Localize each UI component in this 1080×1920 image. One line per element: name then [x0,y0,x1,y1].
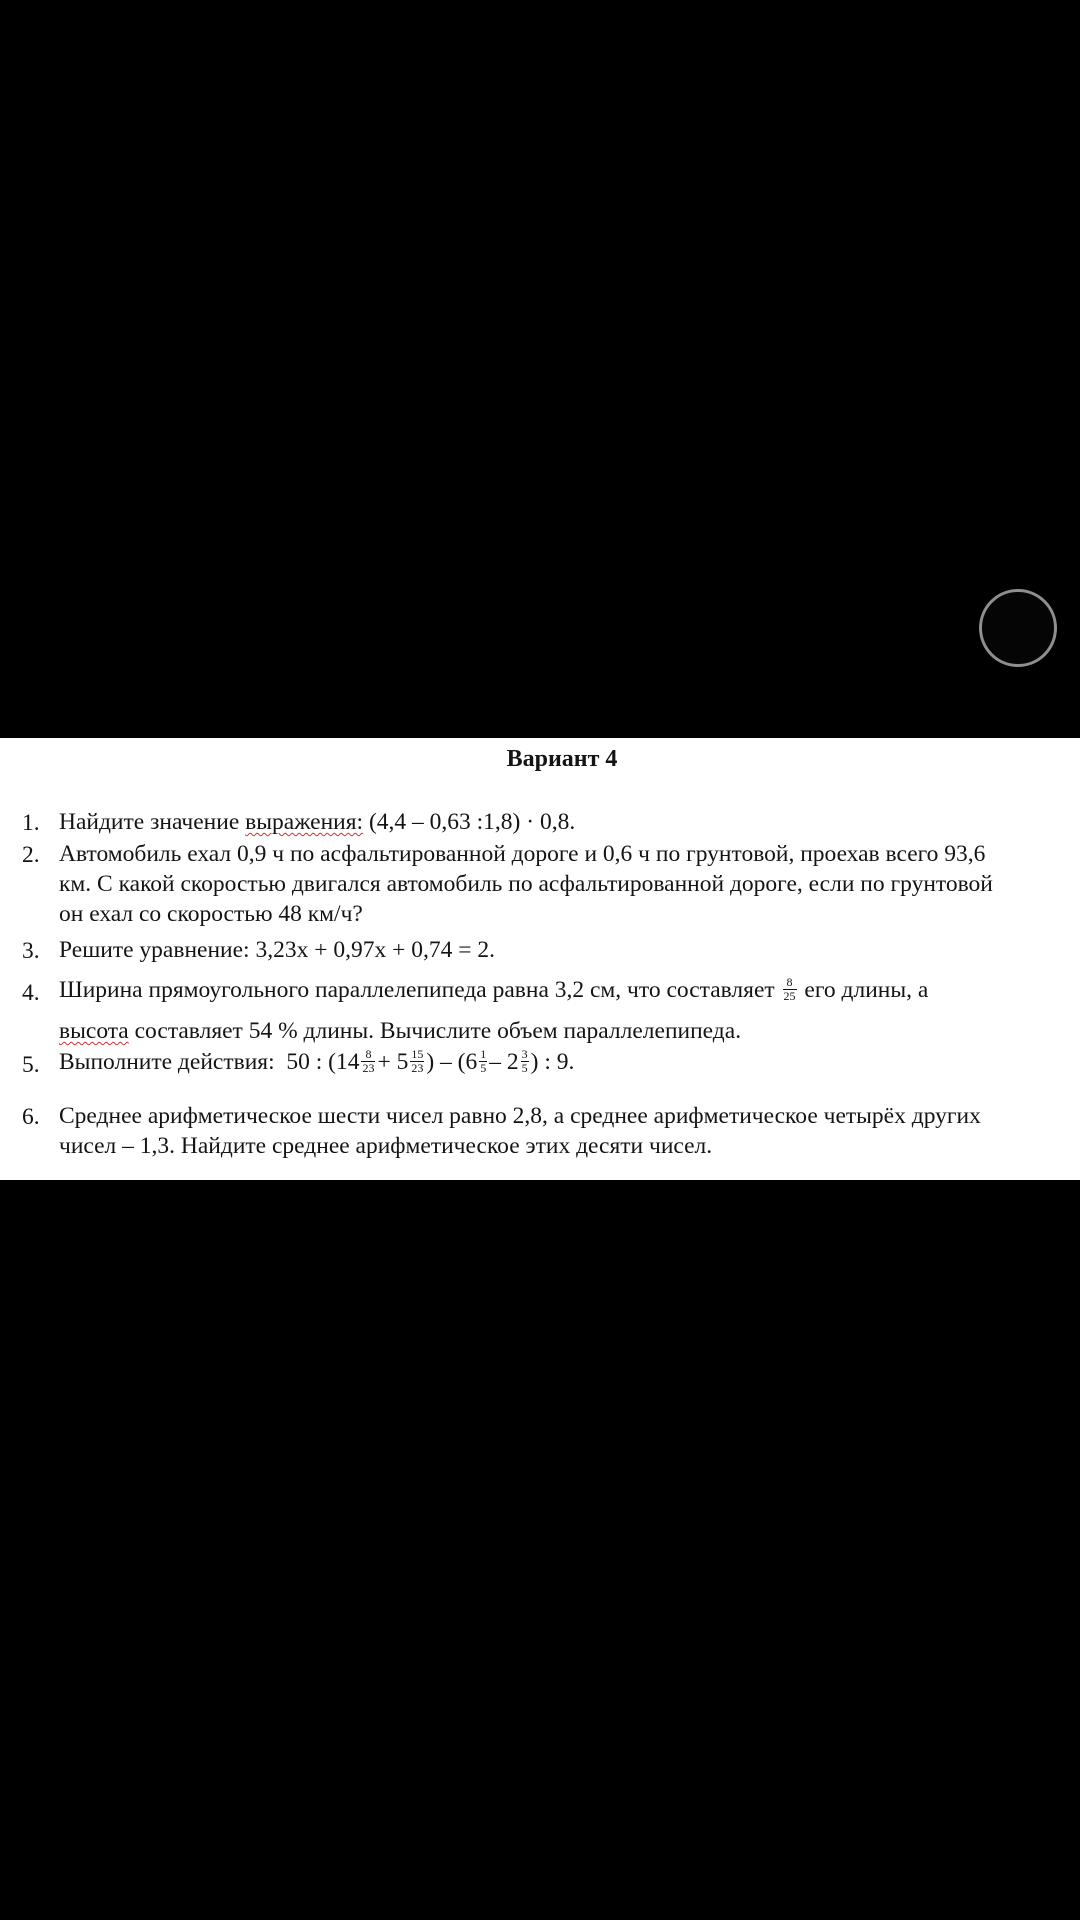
task-text-line-1 [59,975,928,1005]
expression-part: 50 : (14 [286,1049,360,1075]
fraction [479,1048,487,1075]
fraction-denominator: 25 [783,989,796,1004]
task-text [59,807,575,837]
task-text-line-2 [59,1016,741,1046]
fraction [361,1048,375,1075]
task-text-part: Выполните действия: [59,1049,275,1075]
task-number: 4. [22,980,40,1006]
fraction [410,1048,424,1075]
fraction [521,1048,529,1075]
task-text-part: Найдите значение [59,809,246,835]
fraction-numerator: 8 [783,976,797,990]
fraction-denominator: 23 [362,1061,375,1076]
task-number: 1. [22,810,40,836]
misspelled-word: выражения: [245,809,364,835]
fraction-numerator: 3 [521,1047,528,1062]
task-text-line-1: Автомобиль ехал 0,9 ч по асфальтированной дороге и 0,6 ч по грунтовой, проехав всего 93,6 [59,841,986,867]
task-text-part: его длины, а [804,977,929,1003]
fraction-denominator: 5 [521,1061,528,1076]
expression-part: ) – (6 [426,1049,478,1075]
task-text-line-3: он ехал со скоростью 48 км/ч? [59,901,363,927]
document-page [0,738,1080,1180]
task-text [59,1047,574,1077]
task-number: 2. [22,842,40,868]
document-title: Вариант 4 [506,746,618,772]
fraction-numerator: 15 [411,1047,424,1062]
fraction-numerator: 8 [361,1048,375,1062]
misspelled-word: высота [59,1018,129,1044]
fraction-numerator: 1 [480,1047,487,1062]
expression-part: – 2 [489,1049,519,1075]
task-text-line-2: чисел – 1,3. Найдите среднее арифметическое этих десяти чисел. [59,1133,713,1159]
fraction-denominator: 23 [411,1061,424,1076]
fraction-denominator: 5 [480,1061,487,1076]
task-text: Решите уравнение: 3,23x + 0,97x + 0,74 = 2. [59,937,495,963]
expression-part: + 5 [377,1049,409,1075]
task-text-part: составляет 54 % длины. Вычислите объем параллелепипеда. [128,1018,742,1044]
task-number: 3. [22,938,40,964]
fraction [783,976,797,1003]
task-text-line-1: Среднее арифметическое шести чисел равно 2,8, а среднее арифметическое четырёх других [59,1103,981,1129]
floating-circle-button[interactable] [979,589,1057,667]
task-text-line-2: км. С какой скоростью двигался автомобиль по асфальтированной дороге, если по грунтовой [59,871,993,897]
task-number: 6. [22,1104,40,1130]
task-text-part: Ширина прямоугольного параллелепипеда равна 3,2 см, что составляет [59,977,775,1003]
task-number: 5. [22,1052,40,1078]
expression-part: ) : 9. [530,1049,575,1075]
task-text-part: (4,4 – 0,63 :1,8) · 0,8. [363,809,576,835]
